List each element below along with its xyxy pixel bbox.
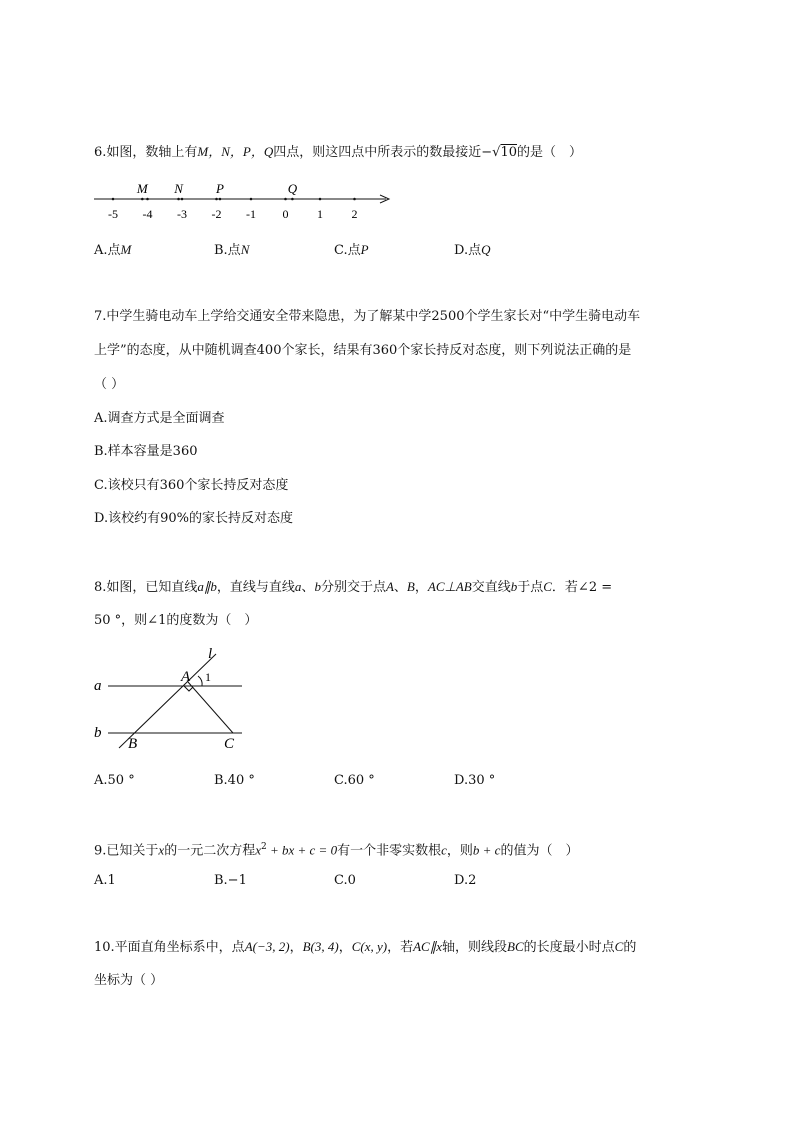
q6-option-c[interactable] xyxy=(334,241,369,260)
option-var: N xyxy=(240,242,250,257)
q7-option-c[interactable]: C.该校只有360个家长持反对态度 xyxy=(94,478,289,493)
question-10-line-2: 坐标为（ ） xyxy=(94,973,164,988)
q9-text: 的值为（ ） xyxy=(500,843,579,859)
option-var: P xyxy=(360,242,369,257)
tick-label: -5 xyxy=(108,207,118,221)
point-p-label: P xyxy=(215,181,224,196)
q6-text: 四点，则这四点中所表示的数最接近 xyxy=(273,145,482,160)
question-7-line-2: 上学”的态度，从中随机调查400个家长，结果有360个家长持反对态度，则下列说法正确的是 xyxy=(94,343,632,358)
label-a: a xyxy=(94,678,102,694)
q6-radicand: 10 xyxy=(500,145,518,160)
tick-label: 2 xyxy=(351,207,358,221)
q8-option-d[interactable]: D.30 ° xyxy=(454,773,496,788)
option-label: D.点 xyxy=(454,243,482,258)
q8-text: 8.如图，已知直线 xyxy=(94,580,198,595)
q6-option-d[interactable] xyxy=(454,241,490,260)
question-8-line-1 xyxy=(94,578,612,597)
question-7-line-3: （ ） xyxy=(94,377,125,392)
tick-mark xyxy=(146,198,149,201)
q10-text: 的长度最小时点 xyxy=(523,940,615,955)
option-label: A.点 xyxy=(94,243,121,258)
q8-math: b xyxy=(314,579,321,594)
q9-text: 有一个非零实数根 xyxy=(337,843,442,859)
q9-math: x xyxy=(158,842,165,858)
q9-text: ，则 xyxy=(446,843,473,859)
q8-text: 分别交于点 xyxy=(320,580,386,595)
q9-text: 9.已知关于 xyxy=(94,843,159,859)
label-B: B xyxy=(128,736,138,752)
point-m-label: M xyxy=(136,181,148,196)
option-var: Q xyxy=(481,242,491,257)
q10-text: 的 xyxy=(623,940,637,955)
option-var: M xyxy=(120,242,132,257)
tick-mark xyxy=(319,198,322,201)
q7-option-a[interactable]: A.调查方式是全面调查 xyxy=(94,411,225,426)
q10-text: ，若 xyxy=(387,940,414,955)
q8-text: 交直线 xyxy=(471,580,511,595)
q8-option-b[interactable]: B.40 ° xyxy=(214,773,255,788)
q8-math: C xyxy=(543,579,552,594)
tick-mark xyxy=(112,198,115,201)
q10-math: B(3, 4) xyxy=(302,939,339,954)
line-l xyxy=(119,654,216,748)
q8-math: a xyxy=(294,579,302,594)
point-n-label: N xyxy=(174,181,183,196)
q9-option-b[interactable]: B.−1 xyxy=(214,873,247,888)
q7-option-d[interactable]: D.该校约有90%的家长持反对态度 xyxy=(94,511,293,526)
q6-text: 6.如图，数轴上有 xyxy=(94,145,198,160)
q9-math: b + c xyxy=(472,842,501,858)
q6-option-a[interactable] xyxy=(94,241,131,260)
label-angle-1: 1 xyxy=(205,670,211,684)
tick-mark xyxy=(215,198,218,201)
q9-option-c[interactable]: C.0 xyxy=(334,873,356,888)
q6-text: 的是（ ） xyxy=(517,145,583,160)
tick-label: -3 xyxy=(177,207,187,221)
q8-math: b xyxy=(510,579,518,594)
q10-math: AC∥x xyxy=(413,939,442,954)
q10-text: ， xyxy=(289,940,303,955)
point-m-marker xyxy=(141,198,144,201)
q8-text: 于点 xyxy=(517,580,544,595)
label-C: C xyxy=(224,736,235,752)
q6-point-names: M，N，P，Q xyxy=(197,144,274,159)
q8-option-c[interactable]: C.60 ° xyxy=(334,773,375,788)
tick-label: 0 xyxy=(282,207,289,221)
label-l: l xyxy=(208,646,213,662)
question-10-line-1 xyxy=(94,938,636,957)
q8-math: a∥b xyxy=(197,579,217,594)
number-line-figure xyxy=(90,178,400,228)
segment-ac xyxy=(188,682,233,733)
q9-option-d[interactable]: D.2 xyxy=(454,873,477,888)
q6-minus-sign: − xyxy=(481,145,493,160)
q9-equation-x: x xyxy=(255,842,261,858)
label-A: A xyxy=(181,669,191,685)
q10-math: C(x, y) xyxy=(351,939,388,954)
tick-label: 1 xyxy=(317,207,323,221)
angle-1-arc xyxy=(198,676,202,686)
question-6-stem xyxy=(94,143,582,162)
tick-label: -4 xyxy=(142,207,153,221)
q8-math: B xyxy=(406,579,415,594)
q8-text: 、 xyxy=(393,580,407,595)
point-p-marker xyxy=(219,198,222,201)
tick-mark xyxy=(284,198,287,201)
q9-equation-rest: + bx + c = 0 xyxy=(266,842,338,858)
q10-math: A(−3, 2) xyxy=(244,939,290,954)
tick-label: -2 xyxy=(211,207,222,221)
q8-math: AC⊥AB xyxy=(427,579,472,594)
q8-option-a[interactable]: A.50 ° xyxy=(94,773,135,788)
tick-label: -1 xyxy=(246,207,256,221)
q8-text: 、 xyxy=(301,580,315,595)
point-q-label: Q xyxy=(287,181,298,196)
question-7-line-1: 7.中学生骑电动车上学给交通安全带来隐患，为了解某中学2500个学生家长对“中学生骑电动车 xyxy=(94,309,641,324)
tick-mark xyxy=(250,198,253,201)
q8-math: A xyxy=(385,579,394,594)
question-9-stem xyxy=(94,838,578,860)
tick-mark xyxy=(353,198,356,201)
q10-math: C xyxy=(614,939,624,954)
q10-text: 轴，则线段 xyxy=(441,940,507,955)
tick-mark xyxy=(181,198,184,201)
q9-text: 的一元二次方程 xyxy=(164,843,256,859)
q6-option-b[interactable] xyxy=(214,241,249,260)
q8-text: ．若∠2 = xyxy=(551,580,613,595)
parallel-lines-figure xyxy=(90,645,290,755)
label-b: b xyxy=(94,725,102,741)
q9-option-a[interactable]: A.1 xyxy=(94,873,116,888)
point-n-marker xyxy=(177,198,180,201)
sqrt-symbol: √ xyxy=(492,145,501,160)
option-label: C.点 xyxy=(334,243,361,258)
point-q-marker xyxy=(291,198,294,201)
q10-math: BC xyxy=(507,939,524,954)
q8-text: ，直线与直线 xyxy=(216,580,295,595)
q10-text: ， xyxy=(338,940,352,955)
question-8-line-2: 50 °，则∠1的度数为（ ） xyxy=(94,613,258,628)
q9-equation-exponent: 2 xyxy=(260,842,267,852)
option-label: B.点 xyxy=(214,243,241,258)
q9-math: c xyxy=(441,842,447,858)
q8-text: ， xyxy=(414,580,428,595)
q10-text: 10.平面直角坐标系中，点 xyxy=(94,940,245,955)
q7-option-b[interactable]: B.样本容量是360 xyxy=(94,444,198,459)
